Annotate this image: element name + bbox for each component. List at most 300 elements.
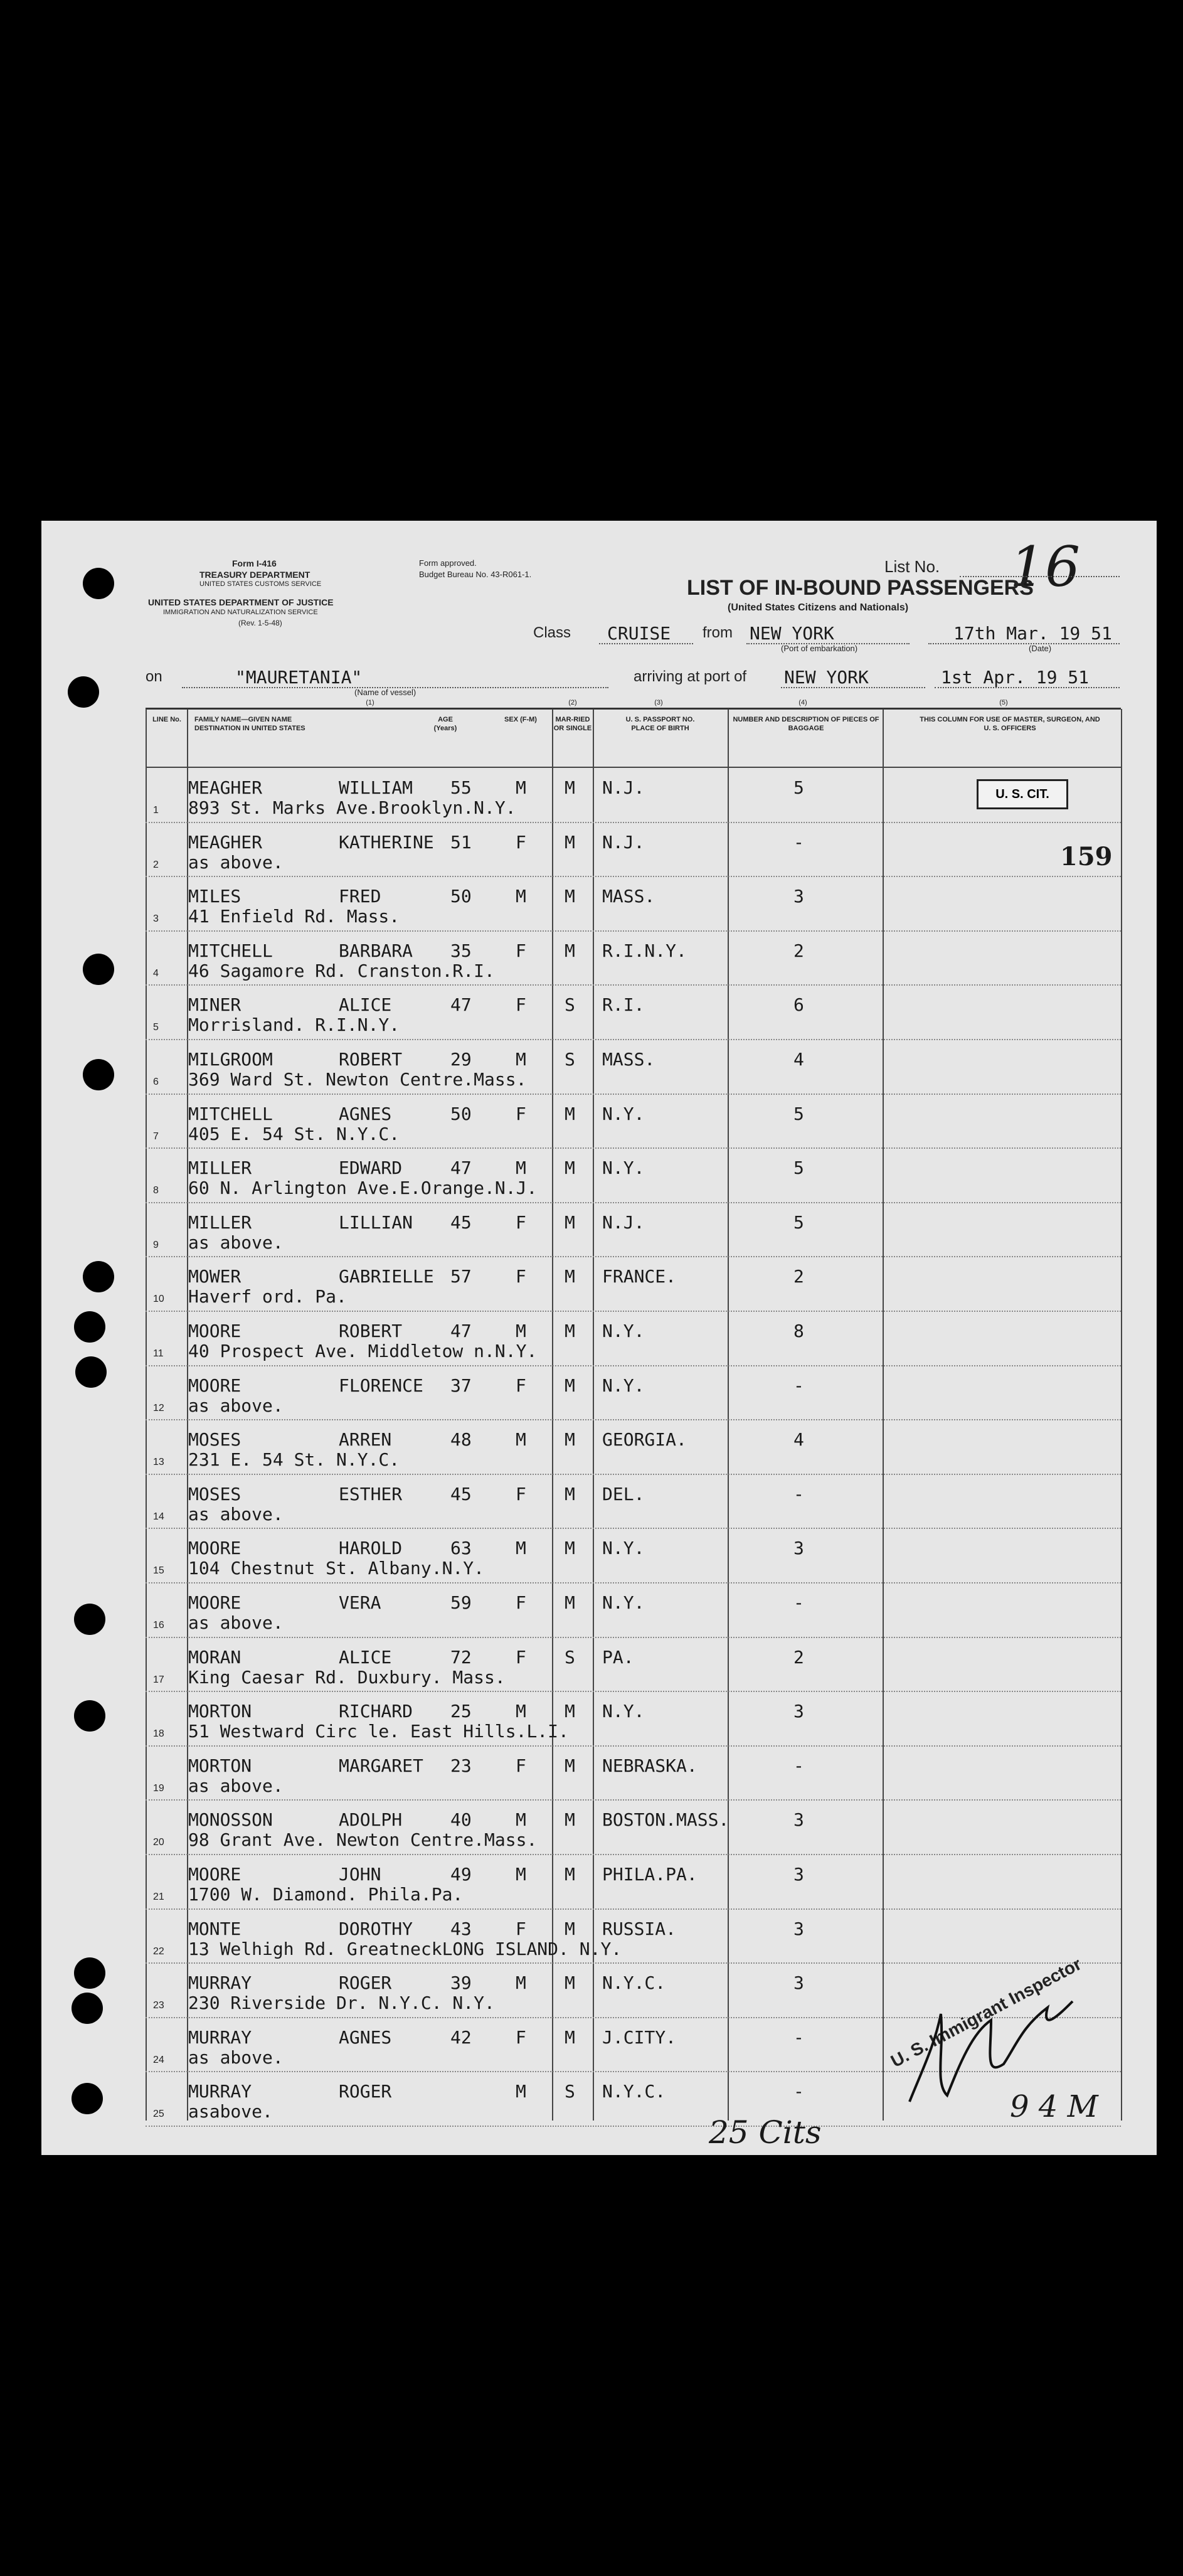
line-number: 20 [153,1837,164,1848]
destination-address: 405 E. 54 St. N.Y.C. [188,1123,400,1144]
row-divider [146,1799,1121,1801]
place-of-birth: N.J. [602,1211,645,1233]
line-number: 12 [153,1402,164,1413]
age: 49 [450,1864,472,1885]
line-number: 5 [153,1022,159,1033]
us-cit-stamp [977,779,1068,809]
family-name: MONTE [188,1918,241,1939]
destination-address: asabove. [188,2101,273,2122]
arrival-port: NEW YORK [784,667,869,688]
header-line-no: LINE No. [152,716,181,723]
destination-address: as above. [188,851,284,873]
sex: M [516,1701,526,1722]
list-no-handwritten: 16 [1010,535,1080,599]
marital-status: S [565,1049,575,1070]
baggage-count: - [793,2026,804,2048]
embark-caption: (Port of embarkation) [781,644,858,653]
age: 50 [450,886,472,907]
sex: F [516,940,526,961]
sex: M [516,1321,526,1341]
destination-address: 230 Riverside Dr. N.Y.C. N.Y. [188,1993,495,2014]
place-of-birth: N.Y. [602,1538,645,1559]
family-name: MOORE [188,1321,241,1341]
sex: M [516,1864,526,1885]
given-name: GABRIELLE [339,1266,434,1287]
marital-status: M [565,1321,575,1341]
form-number: Form I-416 [232,558,277,568]
given-name: JOHN [339,1864,381,1885]
destination-address: as above. [188,1232,284,1253]
line-number: 15 [153,1565,164,1577]
row-divider [146,1528,1121,1529]
destination-address: 1700 W. Diamond. Phila.Pa. [188,1884,464,1905]
form-approved: Form approved. [419,558,477,568]
destination-address: 893 St. Marks Ave.Brooklyn.N.Y. [188,797,516,818]
sex: F [516,1918,526,1939]
baggage-count: 3 [793,1864,804,1885]
marital-status: M [565,1375,575,1396]
age: 59 [450,1592,472,1613]
given-name: ROGER [339,2081,392,2102]
row-divider [146,1691,1121,1692]
baggage-count: 4 [793,1049,804,1070]
age: 35 [450,940,472,961]
header-passport: U. S. PASSPORT NO. PLACE OF BIRTH [625,716,695,732]
family-name: MILLER [188,1158,252,1179]
baggage-count: 3 [793,1918,804,1939]
age: 51 [450,831,472,853]
col-num-5: (5) [999,699,1008,706]
age: 63 [450,1538,472,1559]
marital-status: M [565,1538,575,1559]
family-name: MOSES [188,1429,241,1450]
place-of-birth: RUSSIA. [602,1918,677,1939]
sex: F [516,1755,526,1776]
binder-hole [83,568,114,599]
baggage-count: 6 [793,994,804,1016]
marital-status: M [565,1266,575,1287]
marital-status: M [565,1809,575,1831]
destination-address: as above. [188,1775,284,1796]
row-divider [146,1039,1121,1040]
baggage-count: 2 [793,940,804,961]
marital-status: M [565,1429,575,1450]
given-name: DOROTHY [339,1918,413,1939]
form-rev: (Rev. 1-5-48) [238,619,282,627]
table-header-bottom [146,767,1121,768]
marital-status: S [565,2081,575,2102]
place-of-birth: PA. [602,1646,634,1668]
age: 47 [450,994,472,1016]
line-number: 16 [153,1620,164,1631]
header-age: AGE (Years) [433,716,457,732]
col-num-1: (1) [366,699,374,706]
age: 57 [450,1266,472,1287]
binder-hole [74,1604,105,1635]
family-name: MOORE [188,1864,241,1885]
family-name: MORAN [188,1646,241,1668]
binder-hole [72,1993,103,2024]
family-name: MORTON [188,1755,252,1776]
sex: M [516,777,526,798]
family-name: MEAGHER [188,777,263,798]
col-num-3: (3) [654,699,663,706]
place-of-birth: J.CITY. [602,2026,677,2048]
baggage-count: - [793,1375,804,1396]
destination-address: 231 E. 54 St. N.Y.C. [188,1449,400,1471]
given-name: AGNES [339,1103,392,1124]
sex: F [516,831,526,853]
line-number: 22 [153,1945,164,1957]
inspector-initials: 9 4 M [1010,2089,1098,2124]
place-of-birth: FRANCE. [602,1266,677,1287]
row-divider [146,930,1121,932]
sex: M [516,1158,526,1179]
marital-status: S [565,994,575,1016]
sex: M [516,886,526,907]
destination-address: 98 Grant Ave. Newton Centre.Mass. [188,1829,538,1851]
family-name: MITCHELL [188,940,273,961]
sex: F [516,1483,526,1504]
form-subtitle: (United States Citizens and Nationals) [728,602,909,613]
ins-service: IMMIGRATION AND NATURALIZATION SERVICE [163,609,318,616]
row-divider [146,1256,1121,1257]
list-no-label: List No. [884,557,940,576]
sex: M [516,1429,526,1450]
on-label: on [146,668,162,685]
baggage-count: 3 [793,1701,804,1722]
baggage-count: 3 [793,1972,804,1994]
line-number: 9 [153,1239,159,1250]
place-of-birth: N.Y.C. [602,2081,666,2102]
from-value: NEW YORK [750,623,834,644]
row-divider [146,2126,1121,2127]
place-of-birth: N.Y. [602,1103,645,1124]
family-name: MOORE [188,1538,241,1559]
line-number: 4 [153,967,159,979]
destination-address: 104 Chestnut St. Albany.N.Y. [188,1558,485,1579]
sex: F [516,994,526,1016]
row-divider [146,1419,1121,1420]
marital-status: M [565,1103,575,1124]
date-arrival: 1st Apr. 19 51 [941,667,1090,688]
age: 48 [450,1429,472,1450]
table-top-border [146,708,1121,710]
binder-hole [75,1356,107,1388]
family-name: MEAGHER [188,831,263,853]
citizen-count: 25 Cits [709,2114,822,2151]
arriving-label: arriving at port of [634,668,747,685]
given-name: KATHERINE [339,831,434,853]
treasury-dept: TREASURY DEPARTMENT [199,570,310,580]
marital-status: M [565,940,575,961]
destination-address: 51 Westward Circ le. East Hills.L.I. [188,1721,569,1742]
family-name: MILGROOM [188,1049,273,1070]
destination-address: as above. [188,1395,284,1416]
sex: F [516,1646,526,1668]
form-title: LIST OF IN-BOUND PASSENGERS [687,576,1034,600]
col-num-4: (4) [798,699,807,706]
header-married: MAR-RIED OR SINGLE [553,716,592,732]
date-caption: (Date) [1029,644,1052,653]
from-label: from [703,624,733,641]
destination-address: as above. [188,1612,284,1633]
family-name: MITCHELL [188,1103,273,1124]
given-name: AGNES [339,2026,392,2048]
baggage-count: - [793,1592,804,1613]
given-name: FLORENCE [339,1375,423,1396]
binder-hole [83,1059,114,1090]
age: 42 [450,2026,472,2048]
given-name: RICHARD [339,1701,413,1722]
given-name: ADOLPH [339,1809,403,1831]
row-divider [146,1202,1121,1203]
line-number: 23 [153,2000,164,2011]
place-of-birth: BOSTON.MASS. [602,1809,729,1831]
class-label: Class [533,624,571,641]
col-num-2: (2) [568,699,577,706]
destination-address: 13 Welhigh Rd. GreatneckLONG ISLAND. N.Y. [188,1938,622,1959]
row-divider [146,876,1121,877]
port-line [781,687,925,688]
place-of-birth: NEBRASKA. [602,1755,698,1776]
line-number: 10 [153,1294,164,1305]
baggage-count: 2 [793,1266,804,1287]
sex: F [516,1375,526,1396]
binder-hole [74,1957,105,1989]
place-of-birth: N.Y. [602,1592,645,1613]
place-of-birth: MASS. [602,886,655,907]
destination-address: 46 Sagamore Rd. Cranston.R.I. [188,960,495,981]
destination-address: as above. [188,1503,284,1525]
binder-hole [74,1311,105,1343]
line-number: 6 [153,1077,159,1087]
destination-address: King Caesar Rd. Duxbury. Mass. [188,1666,506,1688]
row-divider [146,1854,1121,1855]
baggage-count: 8 [793,1321,804,1341]
place-of-birth: GEORGIA. [602,1429,687,1450]
binder-hole [74,1700,105,1732]
line-number: 17 [153,1674,164,1685]
given-name: EDWARD [339,1158,403,1179]
given-name: MARGARET [339,1755,423,1776]
sex: M [516,1538,526,1559]
line-number: 21 [153,1892,164,1902]
family-name: MURRAY [188,2081,252,2102]
row-divider [146,1745,1121,1747]
given-name: WILLIAM [339,777,413,798]
family-name: MOSES [188,1483,241,1504]
sex: F [516,2026,526,2048]
place-of-birth: N.Y. [602,1375,645,1396]
family-name: MURRAY [188,2026,252,2048]
marital-status: M [565,886,575,907]
header-officers: THIS COLUMN FOR USE OF MASTER, SURGEON, AND U. S. OFFICERS [920,716,1100,732]
inspector-label: U. S. Immigrant Inspector [887,1954,1085,2072]
baggage-count: - [793,2081,804,2102]
marital-status: M [565,1211,575,1233]
destination-address: Morrisland. R.I.N.Y. [188,1014,400,1036]
marital-status: S [565,1646,575,1668]
destination-address: as above. [188,2046,284,2068]
inspector-signature [897,1976,1085,2121]
binder-hole [68,676,99,708]
line-number: 2 [153,859,159,870]
row-divider [146,984,1121,986]
marital-status: M [565,1972,575,1994]
given-name: LILLIAN [339,1211,413,1233]
given-name: FRED [339,886,381,907]
age: 50 [450,1103,472,1124]
family-name: MILLER [188,1211,252,1233]
row-divider [146,1365,1121,1366]
class-value: CRUISE [607,623,671,644]
given-name: ARREN [339,1429,392,1450]
side-number: 159 [1060,842,1113,871]
sex: F [516,1592,526,1613]
customs-service: UNITED STATES CUSTOMS SERVICE [199,580,322,588]
baggage-count: 2 [793,1646,804,1668]
line-number: 7 [153,1131,159,1142]
row-divider [146,1637,1121,1638]
baggage-count: - [793,1755,804,1776]
family-name: MILES [188,886,241,907]
row-divider [146,1311,1121,1312]
header-baggage: NUMBER AND DESCRIPTION OF PIECES OF BAGGAGE [733,716,879,732]
given-name: ALICE [339,994,392,1016]
given-name: BARBARA [339,940,413,961]
given-name: ALICE [339,1646,392,1668]
sex: F [516,1211,526,1233]
line-number: 25 [153,2109,164,2120]
marital-status: M [565,777,575,798]
row-divider [146,1474,1121,1475]
marital-status: M [565,1158,575,1179]
line-number: 14 [153,1511,164,1522]
age: 25 [450,1701,472,1722]
budget-bureau: Budget Bureau No. 43-R061-1. [419,570,532,579]
vessel-name: "MAURETANIA" [235,667,363,688]
date-departure: 17th Mar. 19 51 [953,623,1112,644]
baggage-count: - [793,831,804,853]
age: 45 [450,1211,472,1233]
baggage-count: 5 [793,777,804,798]
place-of-birth: DEL. [602,1483,645,1504]
us-cit-stamp-text: U. S. CIT. [995,787,1049,801]
baggage-count: 5 [793,1103,804,1124]
place-of-birth: PHILA.PA. [602,1864,698,1885]
family-name: MOORE [188,1375,241,1396]
age: 45 [450,1483,472,1504]
sex: M [516,1049,526,1070]
row-divider [146,822,1121,823]
baggage-count: - [793,1483,804,1504]
given-name: ESTHER [339,1483,403,1504]
binder-hole [83,1261,114,1292]
destination-address: 60 N. Arlington Ave.E.Orange.N.J. [188,1178,538,1199]
line-number: 8 [153,1185,159,1196]
sex: M [516,2081,526,2102]
binder-hole [83,954,114,985]
age: 37 [450,1375,472,1396]
age: 40 [450,1809,472,1831]
given-name: ROGER [339,1972,392,1994]
place-of-birth: N.Y.C. [602,1972,666,1994]
row-divider [146,1147,1121,1149]
family-name: MOWER [188,1266,241,1287]
age: 72 [450,1646,472,1668]
sex: F [516,1266,526,1287]
family-name: MINER [188,994,241,1016]
age: 55 [450,777,472,798]
age: 47 [450,1321,472,1341]
place-of-birth: MASS. [602,1049,655,1070]
marital-status: M [565,1483,575,1504]
age: 47 [450,1158,472,1179]
age: 23 [450,1755,472,1776]
line-number: 18 [153,1728,164,1740]
sex: M [516,1809,526,1831]
destination-address: 41 Enfield Rd. Mass. [188,906,400,927]
age: 29 [450,1049,472,1070]
sex: F [516,1103,526,1124]
header-sex: SEX (F-M) [504,716,537,723]
marital-status: M [565,831,575,853]
date2-line [935,687,1120,688]
age: 39 [450,1972,472,1994]
vessel-caption: (Name of vessel) [354,688,416,697]
family-name: MONOSSON [188,1809,273,1831]
family-name: MURRAY [188,1972,252,1994]
family-name: MORTON [188,1701,252,1722]
class-line [599,643,693,644]
col-divider [1121,709,1122,2121]
given-name: ROBERT [339,1049,403,1070]
justice-dept: UNITED STATES DEPARTMENT OF JUSTICE [148,597,334,607]
place-of-birth: N.J. [602,777,645,798]
header-name: FAMILY NAME—GIVEN NAME DESTINATION IN UNITED STATES [194,716,305,732]
line-number: 13 [153,1457,164,1468]
given-name: HAROLD [339,1538,403,1559]
marital-status: M [565,1592,575,1613]
baggage-count: 4 [793,1429,804,1450]
line-number: 24 [153,2054,164,2065]
marital-status: M [565,1864,575,1885]
line-number: 19 [153,1782,164,1794]
marital-status: M [565,2026,575,2048]
given-name: ROBERT [339,1321,403,1341]
family-name: MOORE [188,1592,241,1613]
baggage-count: 3 [793,1809,804,1831]
baggage-count: 5 [793,1158,804,1179]
row-divider [146,1582,1121,1583]
marital-status: M [565,1701,575,1722]
date1-line [928,643,1120,644]
sex: M [516,1972,526,1994]
line-number: 3 [153,913,159,925]
marital-status: M [565,1755,575,1776]
place-of-birth: N.J. [602,831,645,853]
marital-status: M [565,1918,575,1939]
place-of-birth: N.Y. [602,1321,645,1341]
place-of-birth: R.I. [602,994,645,1016]
binder-hole [72,2083,103,2114]
baggage-count: 5 [793,1211,804,1233]
baggage-count: 3 [793,1538,804,1559]
row-divider [146,1908,1121,1910]
given-name: VERA [339,1592,381,1613]
baggage-count: 3 [793,886,804,907]
